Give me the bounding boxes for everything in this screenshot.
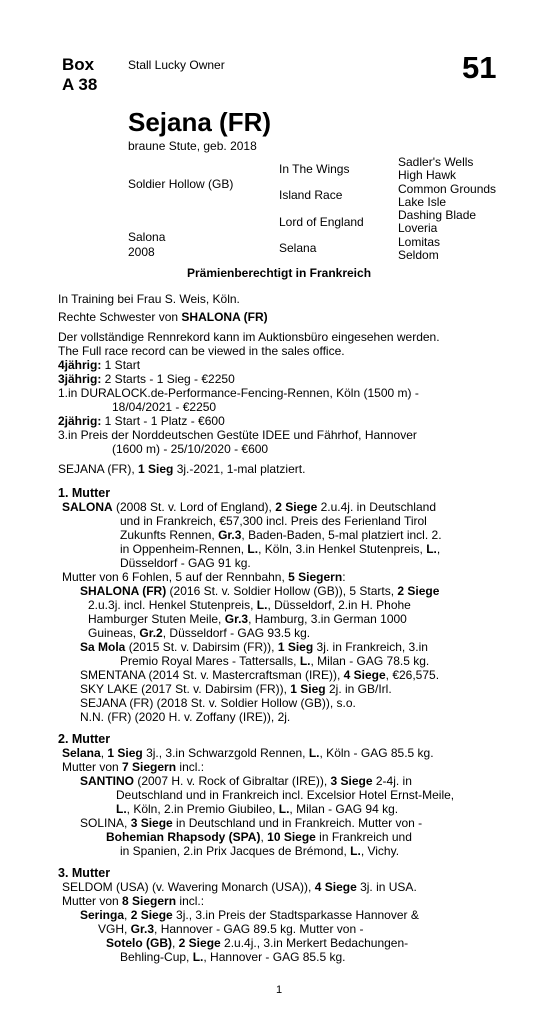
pedigree-gen3: Lomitas (398, 235, 441, 249)
age3-win-date: 18/04/2021 - €2250 (112, 400, 217, 414)
age3-win: 1.in DURALOCK.de-Performance-Fencing-Rennen, Köln (1500 m) - (58, 386, 419, 400)
produce-seringa: VGH, Gr.3, Hannover - GAG 89.5 kg. Mutter von - (98, 922, 364, 936)
produce-sotelo: Behling-Cup, L., Hannover - GAG 85.5 kg. (120, 950, 346, 964)
pedigree-gen3: Common Grounds (398, 182, 497, 196)
produce-santino: Deutschland und in Frankreich incl. Excelsior Hotel Ernst-Meile, (116, 788, 455, 802)
record-note-de: Der vollständige Rennrekord kann im Auktionsbüro eingesehen werden. (58, 330, 440, 344)
produce-santino: L., Köln, 2.in Premio Giubileo, L., Milan - GAG 94 kg. (116, 802, 399, 816)
dam1-line: und in Frankreich, €57,300 incl. Preis des Ferienland Tirol (120, 514, 427, 528)
age2-place: 3.in Preis der Norddeutschen Gestüte IDEE und Fährhof, Hannover (58, 428, 417, 442)
box-number (62, 55, 97, 95)
pedigree-sire: Soldier Hollow (GB) (128, 177, 234, 191)
produce-shalona: Guineas, Gr.2, Düsseldorf - GAG 93.5 kg. (88, 626, 311, 640)
catalogue-body (58, 292, 502, 964)
produce-shalona: 2.u.3j. incl. Henkel Stutenpreis, L., Düsseldorf, 2.in H. Phohe (88, 598, 411, 612)
dam1-heading: 1. Mutter (58, 486, 111, 500)
dam2-line: Selana, 1 Sieg 3j., 3.in Schwarzgold Rennen, L., Köln - GAG 85.5 kg. (62, 746, 434, 760)
pedigree-dam-year: 2008 (128, 245, 155, 259)
dam3-line: SELDOM (USA) (v. Wavering Monarch (USA)), 4 Siege 3j. in USA. (62, 880, 417, 894)
produce-bohemian: Bohemian Rhapsody (SPA), 10 Siege in Frankreich und (106, 830, 412, 844)
produce-sky-lake: SKY LAKE (2017 St. v. Dabirsim (FR)), 1 Sieg 2j. in GB/Irl. (80, 682, 392, 696)
box-label: Box (62, 55, 95, 74)
pedigree-gen3: Lake Isle (398, 195, 447, 209)
horse-name: Sejana (FR) (128, 107, 272, 137)
pedigree-dam: Salona (128, 230, 166, 244)
pedigree-gen2: Island Race (279, 188, 343, 202)
produce-sa-mola: Premio Royal Mares - Tattersalls, L., Milan - GAG 78.5 kg. (120, 654, 430, 668)
pedigree-gen2: Lord of England (279, 215, 364, 229)
dam3-heading: 3. Mutter (58, 866, 111, 880)
produce-seringa: Seringa, 2 Siege 3j., 3.in Preis der Stadtsparkasse Hannover & (80, 908, 419, 922)
sister-note: Rechte Schwester von SHALONA (FR) (58, 310, 268, 324)
dam1-foals: Mutter von 6 Fohlen, 5 auf der Rennbahn, 5 Siegern: (62, 570, 346, 584)
produce-shalona: SHALONA (FR) (2016 St. v. Soldier Hollow (GB)), 5 Starts, 2 Siege (80, 584, 440, 598)
page-number: 1 (275, 984, 283, 996)
lot-number: 51 (462, 50, 497, 85)
pedigree-gen2: In The Wings (279, 162, 350, 176)
premium-note: Prämienberechtigt in Frankreich (186, 266, 372, 280)
dam2-mother: Mutter von 7 Siegern incl.: (62, 760, 205, 774)
produce-santino: SANTINO (2007 H. v. Rock of Gibraltar (IRE)), 3 Siege 2-4j. in (80, 774, 412, 788)
owner: Stall Lucky Owner (128, 58, 225, 72)
horse-description: braune Stute, geb. 2018 (128, 139, 257, 153)
produce-sotelo: Sotelo (GB), 2 Siege 2.u.4j., 3.in Merkert Bedachungen- (106, 936, 409, 950)
pedigree-gen3: Seldom (398, 248, 439, 262)
dam2-heading: 2. Mutter (58, 732, 111, 746)
record-note-en: The Full race record can be viewed in the sales office. (58, 344, 345, 358)
pedigree-gen3: High Hawk (398, 168, 457, 182)
training-note: In Training bei Frau S. Weis, Köln. (58, 292, 240, 306)
dam1-line: in Oppenheim-Rennen, L., Köln, 3.in Henkel Stutenpreis, L., (120, 542, 441, 556)
age2-place-date: (1600 m) - 25/10/2020 - €600 (112, 442, 269, 456)
produce-bohemian: in Spanien, 2.in Prix Jacques de Brémond, L., Vichy. (120, 844, 400, 858)
produce-sejana: SEJANA (FR) (2018 St. v. Soldier Hollow (GB)), s.o. (80, 696, 356, 710)
race-summary: SEJANA (FR), 1 Sieg 3j.-2021, 1-mal platziert. (58, 462, 306, 476)
box-value: A 38 (62, 75, 98, 94)
produce-solina: SOLINA, 3 Siege in Deutschland und in Frankreich. Mutter von - (80, 816, 423, 830)
dam3-mother: Mutter von 8 Siegern incl.: (62, 894, 205, 908)
produce-smentana: SMENTANA (2014 St. v. Mastercraftsman (IRE)), 4 Siege, €26,575. (80, 668, 440, 682)
produce-nn: N.N. (FR) (2020 H. v. Zoffany (IRE)), 2j. (80, 710, 291, 724)
age2-line: 2jährig: 1 Start - 1 Platz - €600 (58, 414, 225, 428)
produce-shalona: Hamburger Stuten Meile, Gr.3, Hamburg, 3.in German 1000 (88, 612, 407, 626)
pedigree-gen3: Sadler's Wells (398, 155, 474, 169)
dam1-line: Düsseldorf - GAG 91 kg. (120, 556, 251, 570)
age3-line: 3jährig: 2 Starts - 1 Sieg - €2250 (58, 372, 235, 386)
dam1-line: Zukunfts Rennen, Gr.3, Baden-Baden, 5-mal platziert incl. 2. (120, 528, 442, 542)
dam1-line: SALONA (2008 St. v. Lord of England), 2 Siege 2.u.4j. in Deutschland (62, 500, 436, 514)
produce-sa-mola: Sa Mola (2015 St. v. Dabirsim (FR)), 1 Sieg 3j. in Frankreich, 3.in (80, 640, 428, 654)
age4-line: 4jährig: 1 Start (58, 358, 141, 372)
pedigree-gen3: Dashing Blade (398, 208, 477, 222)
pedigree-gen2: Selana (279, 241, 317, 255)
pedigree-gen3: Loveria (398, 221, 438, 235)
